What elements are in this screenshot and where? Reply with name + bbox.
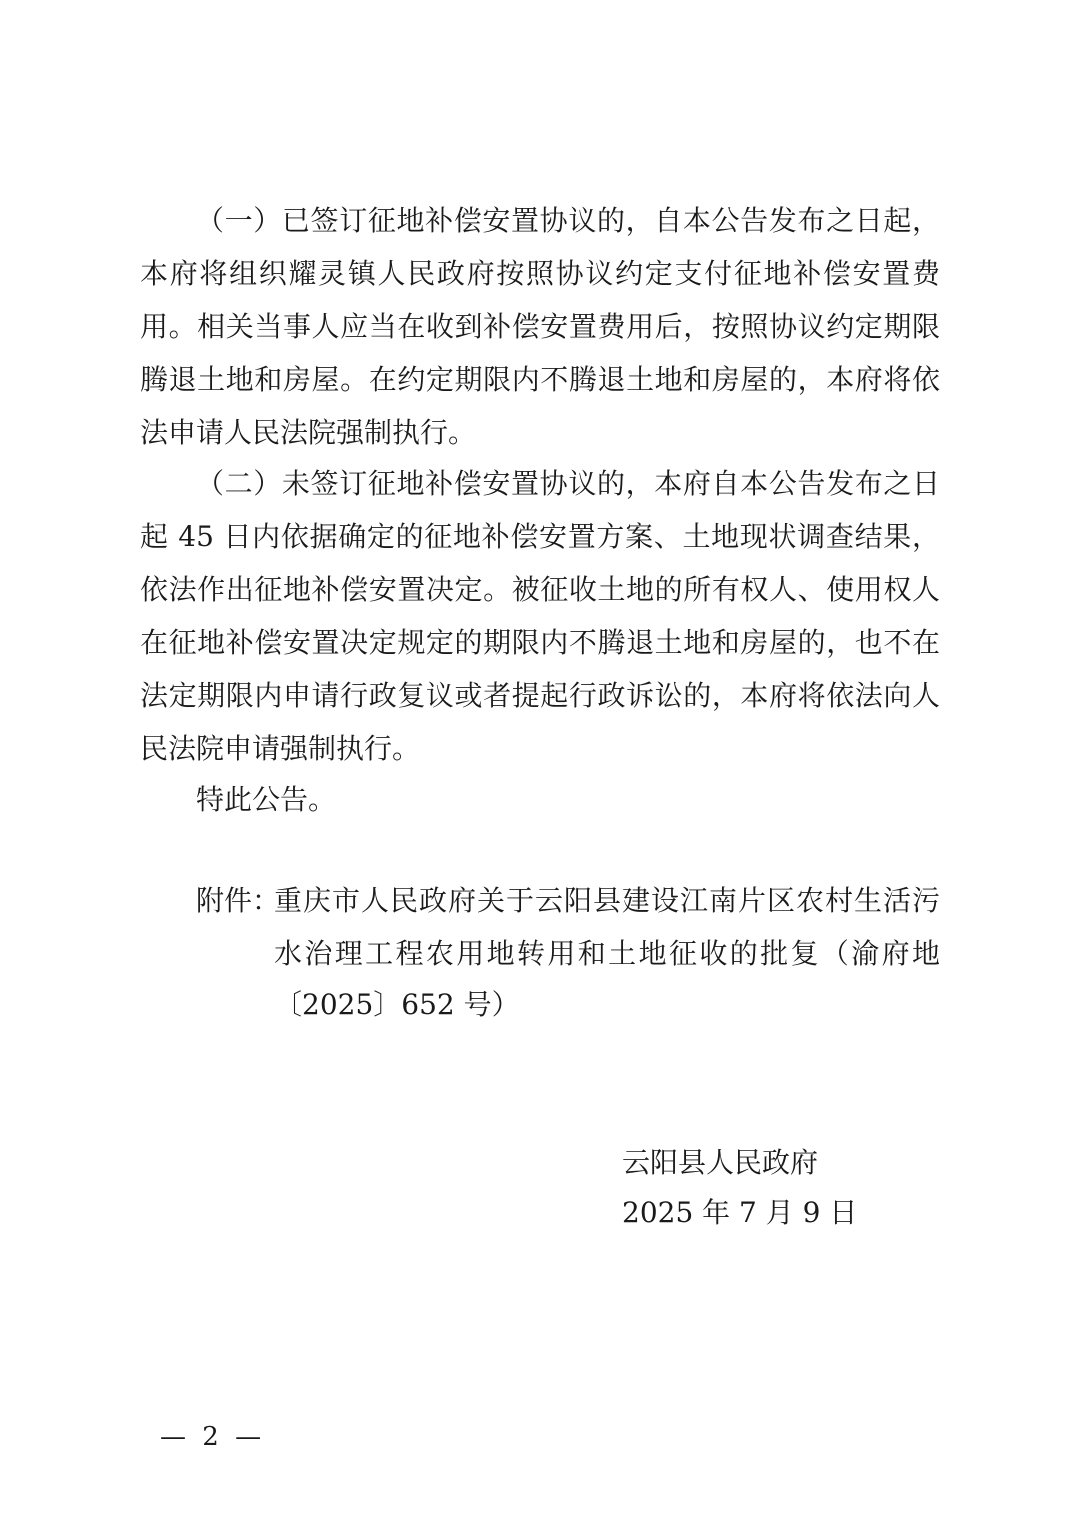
paragraph-1-line: 本府将组织耀灵镇人民政府按照协议约定支付征地补偿安置费: [140, 257, 940, 290]
paragraph-1-line: 用。相关当事人应当在收到补偿安置费用后，按照协议约定期限: [140, 310, 940, 343]
paragraph-2-line: 法定期限内申请行政复议或者提起行政诉讼的，本府将依法向人: [140, 679, 940, 712]
attachment-line: 水治理工程农用地转用和土地征收的批复（渝府地: [274, 937, 940, 970]
paragraph-2-line: 在征地补偿安置决定规定的期限内不腾退土地和房屋的，也不在: [140, 626, 940, 659]
page-number: — 2 —: [160, 1422, 266, 1452]
paragraph-1-line: 法申请人民法院强制执行。: [140, 416, 477, 449]
issuer-name: 云阳县人民政府: [622, 1146, 819, 1179]
closing-statement: 特此公告。: [196, 783, 337, 816]
paragraph-2-line: 依法作出征地补偿安置决定。被征收土地的所有权人、使用权人: [140, 573, 940, 606]
paragraph-2-line: 民法院申请强制执行。: [140, 732, 421, 765]
attachment-label: 附件：: [196, 884, 281, 917]
paragraph-2-line: 起 45 日内依据确定的征地补偿安置方案、土地现状调查结果，: [140, 520, 940, 553]
paragraph-1-line: （一）已签订征地补偿安置协议的，自本公告发布之日起，: [196, 204, 940, 237]
paragraph-2-line: （二）未签订征地补偿安置协议的，本府自本公告发布之日: [196, 467, 940, 500]
issue-date: 2025 年 7 月 9 日: [622, 1196, 858, 1229]
attachment-line: 〔2025〕652 号）: [274, 988, 520, 1021]
paragraph-1-line: 腾退土地和房屋。在约定期限内不腾退土地和房屋的，本府将依: [140, 363, 940, 396]
attachment-line: 重庆市人民政府关于云阳县建设江南片区农村生活污: [274, 884, 940, 917]
